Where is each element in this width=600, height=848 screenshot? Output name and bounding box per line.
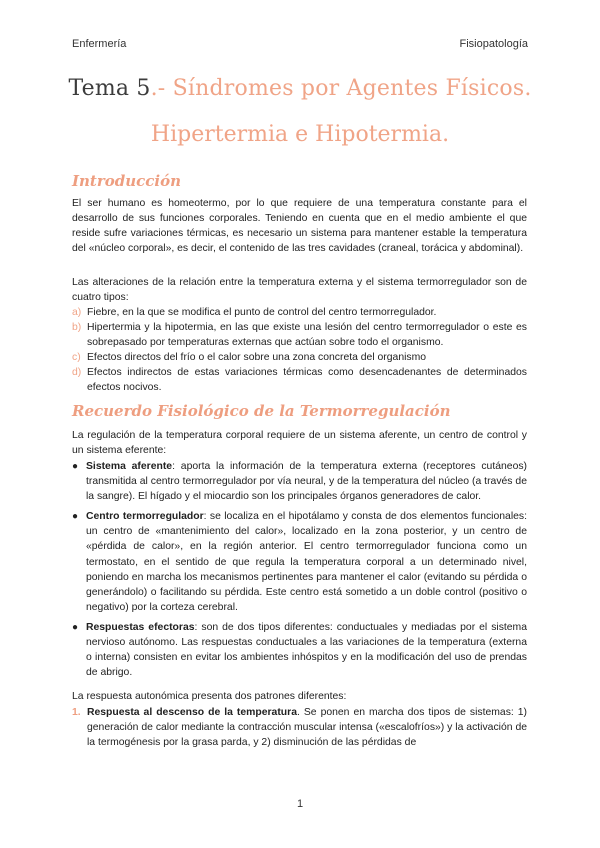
- title-prefix: Tema 5: [68, 76, 151, 101]
- list-item-text: Hipertermia y la hipotermia, en las que existe una lesión del centro termorregulador o este es sobrepasado por temperaturas externas que actúan sobre todo el organismo.: [87, 322, 527, 349]
- bullet-text: : son de dos tipos diferentes: conductuales y mediadas por el sistema nervioso autónomo. Las respuestas conductuales a las variaciones de la temperatura (externa o interna) consisten en evitar los ambientes inhóspitos y en la modificación del uso de prendas de abrigo.: [86, 621, 527, 679]
- physio-paragraph-1: La regulación de la temperatura corporal requiere de un sistema aferente, un centro de control y un sistema eferente:: [72, 430, 527, 457]
- list-item: [72, 705, 527, 750]
- numbered-term: Respuesta al descenso de la temperatura: [87, 707, 297, 718]
- list-item-text: Efectos directos del frío o el calor sobre una zona concreta del organismo: [87, 352, 427, 364]
- list-item-text: Efectos indirectos de estas variaciones térmicas como desencadenantes de determinados efectos nocivos.: [87, 367, 527, 394]
- title-rest: .- Síndromes por Agentes Físicos.: [150, 76, 532, 101]
- list-item: [72, 509, 527, 615]
- list-marker: c): [72, 352, 81, 364]
- header-course: Fisiopatología: [459, 38, 528, 50]
- list-item: [72, 320, 527, 350]
- bullet-term: Respuestas efectoras: [86, 621, 195, 633]
- physio-paragraph-2: La respuesta autonómica presenta dos patrones diferentes:: [72, 691, 347, 702]
- page-number: 1: [296, 798, 304, 810]
- list-item: [72, 305, 527, 320]
- page-title: [0, 76, 600, 101]
- bullet-icon: ●: [72, 621, 79, 633]
- list-item: [72, 350, 527, 365]
- section-heading-introduccion: Introducción: [72, 172, 182, 190]
- intro-paragraph-2: Las alteraciones de la relación entre la temperatura externa y el sistema termorregulador son de cuatro tipos:: [72, 277, 527, 304]
- bullet-icon: ●: [72, 461, 79, 472]
- section-heading-termorregulacion: Recuerdo Fisiológico de la Termorregulación: [72, 402, 451, 420]
- list-item-text: Fiebre, en la que se modifica el punto de control del centro termorregulador.: [87, 307, 437, 318]
- intro-paragraph-1: El ser humano es homeotermo, por lo que requiere de una temperatura constante para el desarrollo de sus funciones corporales. Teniendo en cuenta que en el medio ambiente el que reside sufre variaciones térmicas, es necesario un sistema para mantener estable la temperatura del «núcleo corporal», es decir, el contenido de las tres cavidades (craneal, torácica y abdominal).: [72, 198, 527, 255]
- list-number: 1.: [72, 707, 81, 718]
- bullet-term: Sistema aferente: [86, 461, 173, 472]
- numbered-text: . Se ponen en marcha dos tipos de sistemas: 1) generación de calor mediante la contracción muscular intensa («escalofríos») y la activación de la termogénesis por la grasa parda, y 2) disminución de las pérdidas de: [87, 707, 528, 749]
- list-item: [72, 459, 527, 504]
- alteration-types-list: [72, 305, 527, 396]
- thermoregulation-components-list: [72, 459, 527, 685]
- list-item: [72, 365, 527, 395]
- bullet-text: : se localiza en el hipotálamo y consta de dos elementos funcionales: un centro de «mantenimiento del calor», localizado en la zona posterior, y un centro de «pérdida de calor», en la región anterior. El centro termorregulador funciona como un termostato, en el sentido de que regula la temperatura corporal a un determinado nivel, poniendo en marcha los mecanismos pertinentes para mantener el calor (evitando su pérdida o generándolo) o facilitando su pérdida. Este centro está sometido a un doble control (positivo o negativo) por la corteza cerebral.: [86, 511, 528, 613]
- page-subtitle: Hipertermia e Hipotermia.: [150, 122, 450, 147]
- header-subject: Enfermería: [72, 38, 127, 50]
- list-item: [72, 620, 527, 680]
- bullet-term: Centro termorregulador: [86, 511, 204, 523]
- list-marker: d): [72, 367, 82, 379]
- list-marker: b): [72, 322, 82, 334]
- autonomic-patterns-list: [72, 705, 527, 750]
- bullet-icon: ●: [72, 511, 79, 523]
- bullet-text: : aporta la información de la temperatura externa (receptores cutáneos) transmitida al centro termorregulador por vía neural, y de la temperatura del núcleo (a través de la sangre). El hígado y el miocardio son los principales órganos generadores de calor.: [86, 461, 527, 503]
- list-marker: a): [72, 307, 82, 318]
